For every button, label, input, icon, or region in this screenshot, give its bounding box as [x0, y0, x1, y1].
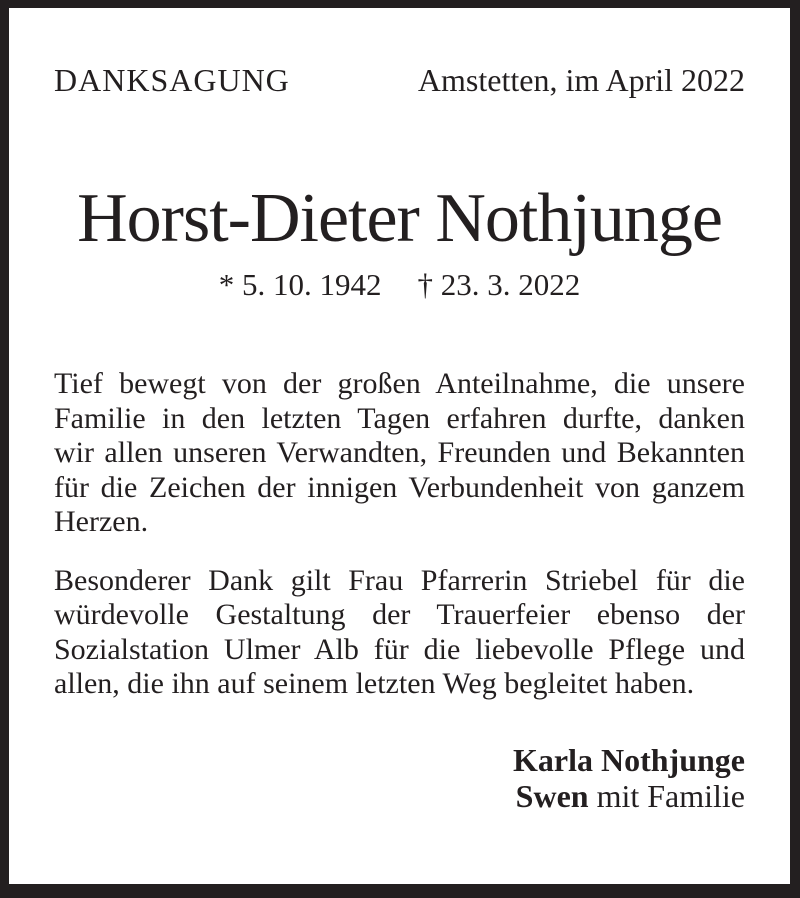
- text-line: Sozialstation Ulmer Alb für die liebevolle Pflege und: [54, 632, 745, 666]
- text-line: allen, die ihn auf seinem letzten Weg begleitet haben.: [54, 667, 695, 700]
- life-dates-row: [54, 267, 745, 303]
- place-dateline: Amstetten, im April 2022: [417, 62, 745, 98]
- signatory-name: Karla Nothjunge: [513, 741, 745, 778]
- text-line: Besonderer Dank gilt Frau Pfarrerin Striebel für die: [54, 563, 745, 597]
- text-line: würdevolle Gestaltung der Trauerfeier ebenso der: [54, 598, 745, 631]
- thanks-paragraph: [54, 367, 745, 540]
- text-line: Familie in den letzten Tagen erfahren durfte, danken: [54, 401, 745, 435]
- signature-line: [54, 742, 745, 778]
- signatory-name: Swen: [515, 777, 589, 814]
- body-text: [54, 367, 745, 702]
- death-date: † 23. 3. 2022: [417, 267, 581, 302]
- signature-block: [54, 742, 745, 814]
- birth-date: * 5. 10. 1942: [218, 267, 382, 302]
- signatory-suffix: mit Familie: [588, 777, 745, 814]
- text-line: für die Zeichen der innigen Verbundenheit von ganzem: [54, 470, 745, 504]
- text-line: wir allen unseren Verwandten, Freunden und Bekannten: [54, 436, 745, 469]
- text-line: Herzen.: [54, 505, 149, 538]
- header-row: [54, 62, 745, 99]
- signature-line: [54, 778, 745, 814]
- notice-type-label: DANKSAGUNG: [54, 62, 290, 98]
- text-line: Tief bewegt von der großen Anteilnahme, die unsere: [54, 367, 745, 400]
- notice-card: [9, 8, 790, 884]
- deceased-name: Horst-Dieter Nothjunge: [77, 180, 722, 257]
- special-thanks-paragraph: [54, 564, 745, 702]
